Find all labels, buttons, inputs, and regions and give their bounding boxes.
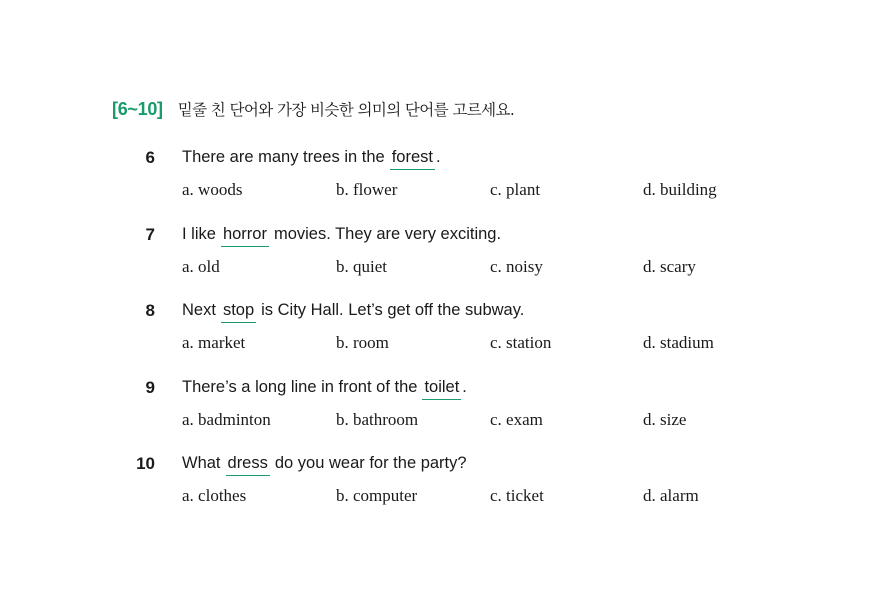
option-c[interactable]: c. station — [490, 333, 552, 352]
sentence-after: do you wear for the party? — [274, 454, 467, 472]
sentence-before: I like — [182, 225, 216, 243]
question-number: 10 — [136, 454, 155, 473]
question-sentence — [182, 378, 467, 400]
question-number: 7 — [145, 225, 155, 244]
instruction-text: 밑줄 친 단어와 가장 비슷한 의미의 단어를 고르세요. — [177, 101, 515, 119]
sentence-before: What — [182, 454, 221, 472]
underlined-word: toilet — [422, 378, 461, 400]
sentence-before: Next — [182, 301, 216, 319]
underlined-word: stop — [221, 301, 256, 323]
question-sentence — [182, 148, 441, 170]
underlined-word: dress — [226, 454, 270, 476]
option-d[interactable]: d. size — [643, 410, 687, 429]
option-d[interactable]: d. building — [643, 180, 717, 199]
sentence-after: . — [462, 378, 467, 396]
sentence-before: There are many trees in the — [182, 148, 385, 166]
question-sentence — [182, 454, 467, 476]
option-a[interactable]: a. badminton — [182, 410, 271, 429]
option-a[interactable]: a. market — [182, 333, 246, 352]
question-number: 6 — [145, 148, 155, 167]
question-number: 8 — [145, 301, 155, 320]
question-range: [6~10] — [112, 99, 163, 119]
underlined-word: horror — [221, 225, 269, 247]
underlined-word: forest — [390, 148, 435, 170]
option-d[interactable]: d. scary — [643, 257, 696, 276]
option-d[interactable]: d. stadium — [643, 333, 714, 352]
option-a[interactable]: a. clothes — [182, 486, 247, 505]
option-a[interactable]: a. woods — [182, 180, 243, 199]
section-header — [112, 98, 514, 120]
question-sentence — [182, 225, 501, 247]
option-c[interactable]: c. ticket — [490, 486, 544, 505]
option-c[interactable]: c. exam — [490, 410, 543, 429]
sentence-after: movies. They are very exciting. — [273, 225, 502, 243]
option-b[interactable]: b. quiet — [336, 257, 387, 276]
option-b[interactable]: b. room — [336, 333, 389, 352]
option-a[interactable]: a. old — [182, 257, 220, 276]
question-number: 9 — [145, 378, 155, 397]
option-b[interactable]: b. bathroom — [336, 410, 419, 429]
option-d[interactable]: d. alarm — [643, 486, 699, 505]
sentence-before: There’s a long line in front of the — [182, 378, 418, 396]
option-c[interactable]: c. plant — [490, 180, 541, 199]
option-c[interactable]: c. noisy — [490, 257, 543, 276]
option-b[interactable]: b. flower — [336, 180, 398, 199]
sentence-after: . — [435, 148, 441, 166]
sentence-after: is City Hall. Let’s get off the subway. — [261, 301, 525, 319]
question-sentence — [182, 301, 524, 323]
option-b[interactable]: b. computer — [336, 486, 418, 505]
